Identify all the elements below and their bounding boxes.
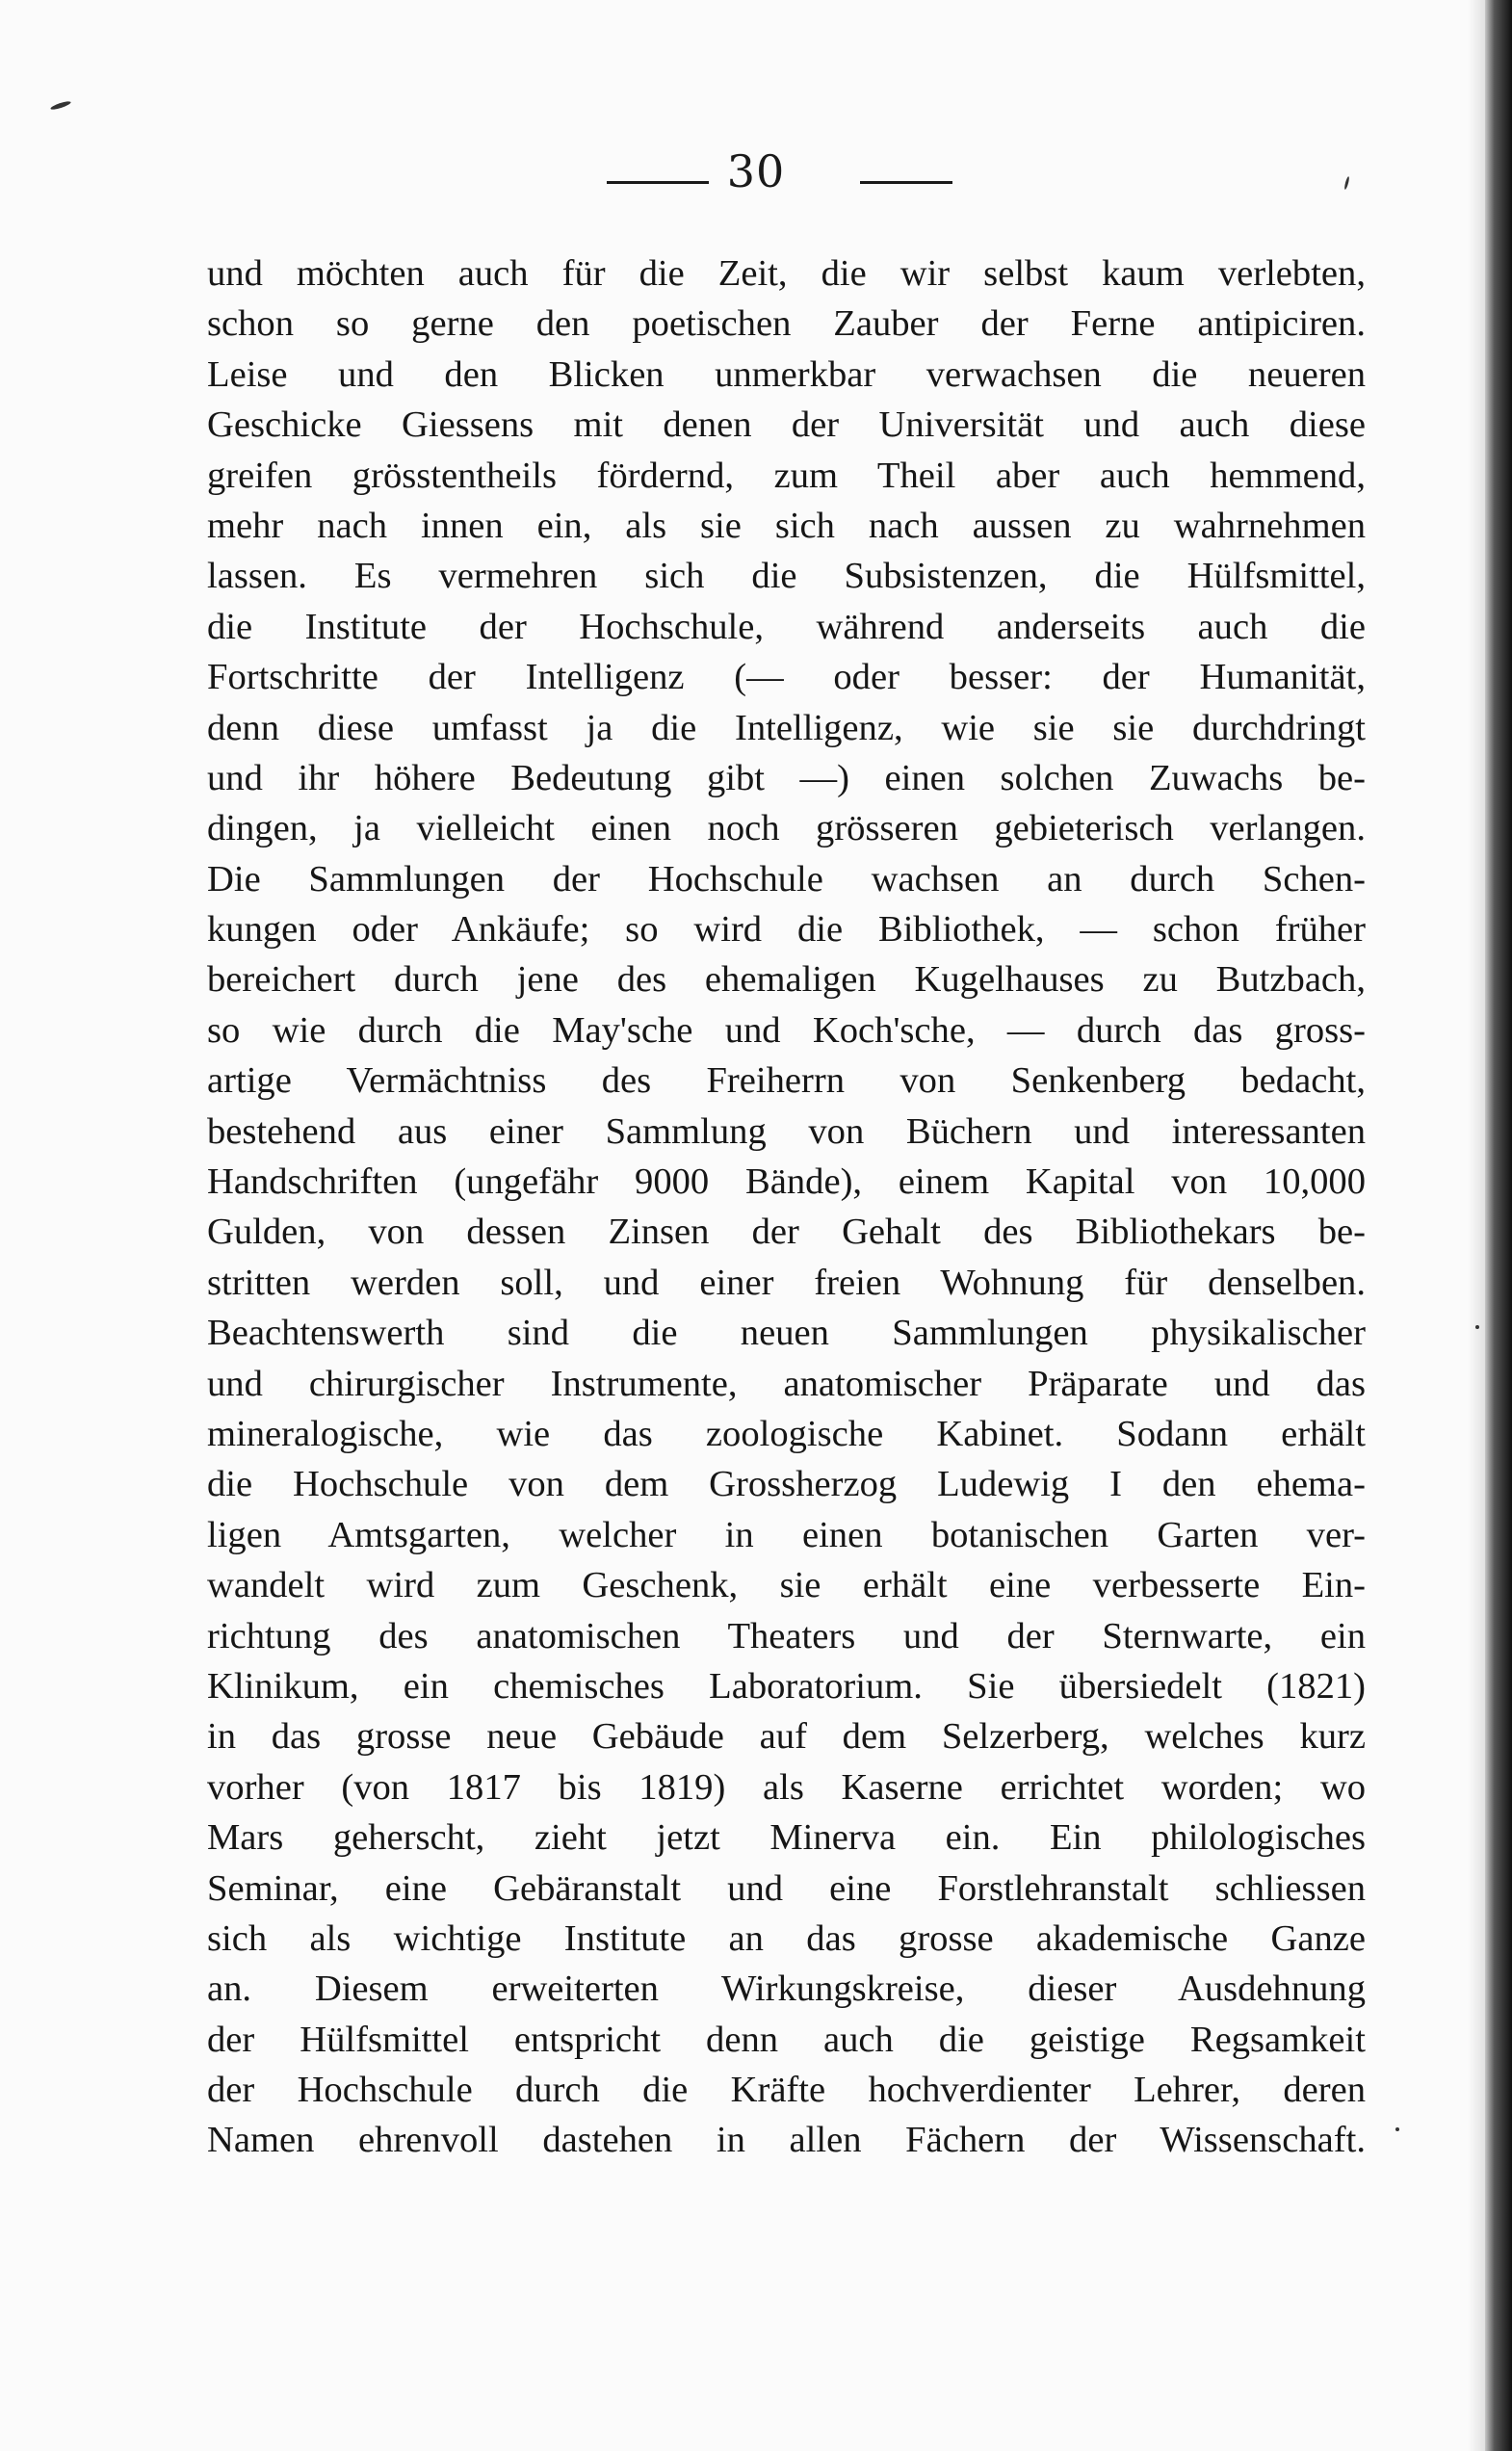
text-line: mineralogische, wie das zoologische Kabinet. Sodann erhält (207, 1413, 1366, 1454)
text-line: vorher (von 1817 bis 1819) als Kaserne errichtet worden; wo (207, 1766, 1366, 1808)
body-text (207, 248, 1366, 2166)
text-line: stritten werden soll, und einer freien Wohnung für denselben. (207, 1262, 1366, 1303)
text-line: Fortschritte der Intelligenz (— oder besser: der Humanität, (207, 657, 1366, 698)
header-rule-left (607, 181, 709, 184)
text-line: ligen Amtsgarten, welcher in einen botanischen Garten ver- (207, 1514, 1366, 1555)
text-line: an. Diesem erweiterten Wirkungskreise, dieser Ausdehnung (207, 1969, 1366, 2010)
text-line: Handschriften (ungefähr 9000 Bände), einem Kapital von 10,000 (207, 1161, 1366, 1203)
text-line: Seminar, eine Gebäranstalt und eine Forstlehranstalt schliessen (207, 1867, 1366, 1909)
text-line: die Hochschule von dem Grossherzog Ludewig I den ehema- (207, 1464, 1366, 1505)
scan-speck (1475, 1325, 1479, 1329)
text-line: Leise und den Blicken unmerkbar verwachsen die neueren (207, 353, 1366, 395)
scan-speck (50, 100, 71, 112)
text-line: der Hochschule durch die Kräfte hochverdienter Lehrer, deren (207, 2070, 1366, 2111)
text-line: die Institute der Hochschule, während anderseits auch die (207, 606, 1366, 647)
text-line: wandelt wird zum Geschenk, sie erhält eine verbesserte Ein- (207, 1565, 1366, 1606)
text-line: Gulden, von dessen Zinsen der Gehalt des Bibliothekars be- (207, 1212, 1366, 1253)
text-line: sich als wichtige Institute an das grosse akademische Ganze (207, 1917, 1366, 1959)
scan-speck (1395, 2127, 1399, 2131)
text-line: und chirurgischer Instrumente, anatomischer Präparate und das (207, 1363, 1366, 1404)
text-line: artige Vermächtniss des Freiherrn von Senkenberg bedacht, (207, 1060, 1366, 1102)
text-line: Beachtenswerth sind die neuen Sammlungen physikalischer (207, 1313, 1366, 1354)
page-header (0, 143, 1512, 200)
text-line: schon so gerne den poetischen Zauber der Ferne antipiciren. (207, 303, 1366, 345)
text-line: der Hülfsmittel entspricht denn auch die geistige Regsamkeit (207, 2019, 1366, 2060)
text-line: Die Sammlungen der Hochschule wachsen an durch Schen- (207, 858, 1366, 900)
text-line: und ihr höhere Bedeutung gibt —) einen solchen Zuwachs be- (207, 757, 1366, 798)
text-line: mehr nach innen ein, als sie sich nach aussen zu wahrnehmen (207, 505, 1366, 546)
text-line: Geschicke Giessens mit denen der Universität und auch diese (207, 404, 1366, 446)
text-line: lassen. Es vermehren sich die Subsistenzen, die Hülfsmittel, (207, 556, 1366, 597)
text-line: Namen ehrenvoll dastehen in allen Fächern der Wissenschaft. (207, 2120, 1366, 2161)
text-line: so wie durch die May'sche und Koch'sche, — durch das gross- (207, 1009, 1366, 1051)
text-line: in das grosse neue Gebäude auf dem Selzerberg, welches kurz (207, 1716, 1366, 1758)
text-line: bereichert durch jene des ehemaligen Kugelhauses zu Butzbach, (207, 959, 1366, 1001)
text-line: Klinikum, ein chemisches Laboratorium. Sie übersiedelt (1821) (207, 1665, 1366, 1707)
page-edge (1485, 0, 1512, 2451)
page-number: 30 (726, 145, 786, 197)
text-line: dingen, ja vielleicht einen noch grösseren gebieterisch verlangen. (207, 808, 1366, 849)
text-line: richtung des anatomischen Theaters und der Sternwarte, ein (207, 1615, 1366, 1656)
text-line: bestehend aus einer Sammlung von Büchern und interessanten (207, 1110, 1366, 1152)
page-gutter-shadow (1468, 0, 1485, 2451)
text-line: greifen grösstentheils fördernd, zum Theil aber auch hemmend, (207, 455, 1366, 496)
text-line: Mars geherscht, zieht jetzt Minerva ein. Ein philologisches (207, 1817, 1366, 1859)
text-line: und möchten auch für die Zeit, die wir selbst kaum verlebten, (207, 253, 1366, 294)
text-line: denn diese umfasst ja die Intelligenz, wie sie sie durchdringt (207, 707, 1366, 748)
header-rule-right (860, 181, 952, 184)
text-line: kungen oder Ankäufe; so wird die Bibliothek, — schon früher (207, 909, 1366, 951)
